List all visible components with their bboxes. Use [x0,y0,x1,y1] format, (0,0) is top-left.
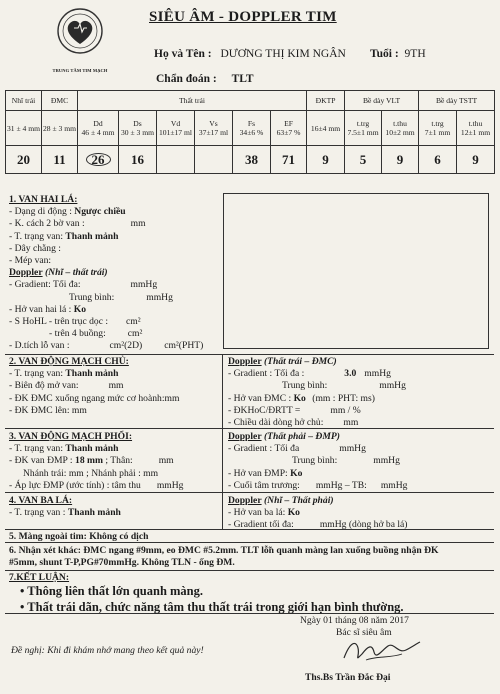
line-cuoi-tam: - Cuối tâm trương: mmHg – TB: mmHg [228,479,408,491]
hospital-logo [44,6,116,78]
line-trang-thai: - T. trạng van: Thanh mảnh [9,230,119,242]
value-cell: 9 [457,146,495,174]
value-cell: 71 [271,146,307,174]
ket-luan-label: 7.KẾT LUẬN: [9,572,70,583]
ref-cell: Fs 34±6 % [233,111,271,146]
measurement-table [5,90,495,174]
doctor-name: Ths.Bs Trần Đắc Đại [305,672,391,683]
line-tren-4-buong: - trên 4 buồng: cm² [49,328,143,340]
section-doppler-ba-la [228,495,407,532]
ref-cell: t.thu 10±2 mm [382,111,419,146]
section-van-hai-la [9,194,203,353]
logo-label: TRUNG TÂM TIM MẠCH [52,68,108,73]
line-gradient: - Gradient : Tối đa mmHg [228,443,366,455]
doppler-heading: Doppler (Thất trái – ĐMC) [228,356,337,367]
diagnosis-row [156,73,254,85]
doppler-heading: Doppler (Thất phải – ĐMP) [228,431,340,442]
ref-cell: t.trg 7.5±1 mm [345,111,382,146]
divider [5,492,494,493]
line-dk-len: - ĐK ĐMC lên: mm [9,404,87,416]
diagnosis-label: Chẩn đoán : [156,73,217,85]
line-chieu-dai: - Chiều dài dòng hở chủ: mm [228,417,359,429]
section-van-ba-la [9,495,121,519]
line-bien-do: - Biên độ mở van: mm [9,380,124,392]
line-nhanh: Nhánh trái: mm ; Nhánh phải : mm [23,467,159,479]
section-doppler-dmc [228,356,406,429]
value-cell [78,146,119,174]
value-cell: 16 [119,146,157,174]
ultrasound-image-box [223,193,489,349]
line-trung-binh: Trung bình: mmHg [69,291,173,303]
conclusion-line-1: • Thông liên thất lớn quanh màng. [20,584,204,598]
doppler-heading: Doppler (Nhĩ – thất trái) [9,267,108,279]
nhan-xet-line-1: 6. Nhận xét khác: ĐMC ngang #9mm, eo ĐMC #5.2mm. TLT lỗ̃n quanh màng lan xuống buồng nhận ĐK [9,545,439,556]
age-label: Tuổi : [370,48,399,60]
section-title: 3. VAN ĐỘNG MẠCH PHỔI: [9,431,133,442]
line-ho-van: - Hở van ĐMP: Ko [228,467,303,479]
patient-name-row [154,48,346,60]
ref-cell: 16±4 mm [307,111,345,146]
value-cell: 9 [307,146,345,174]
section-title: 4. VAN BA LÁ: [9,495,73,506]
header-be-day-tstt: Bề dày TSTT [419,91,495,111]
line-ho-van: - Hở van ĐMC : Ko (mm : PHT: ms) [228,392,375,404]
value-cell: 9 [382,146,419,174]
diagnosis-value: TLT [231,73,254,85]
ref-cell: Ds 30 ± 3 mm [119,111,157,146]
page-title: SIÊU ÂM - DOPPLER TIM [149,9,337,25]
circled-value: 26 [86,153,111,166]
line-trang-thai: - T. trạng van: Thanh mảnh [9,443,119,455]
ref-cell: Dd 46 ± 4 mm [78,111,119,146]
line-dang: - Dạng di động : Ngược chiều [9,206,126,218]
line-trung-binh: Trung bình: mmHg [292,455,400,467]
divider [222,354,223,529]
doctor-signature [336,632,426,670]
line-day-chang: - Dây chằng : [9,242,61,254]
line-ap-luc: - Áp lực ĐMP (ước tính) : tâm thu mmHg [9,479,184,491]
doppler-heading: Doppler (Nhĩ – Thất phải) [228,495,334,506]
line-kcach: - K. cách 2 bờ van : mm [9,218,146,230]
report-date: Ngày 01 tháng 08 năm 2017 [300,615,409,626]
doctor-role: Bác sĩ siêu âm [336,627,392,638]
value-cell: 38 [233,146,271,174]
value-cell: 11 [42,146,78,174]
section-title: 2. VAN ĐỘNG MẠCH CHỦ: [9,356,129,367]
line-trang-thai: - T. trạng van : Thanh mảnh [9,507,121,519]
line-gradient-ho: - Gradient tối đa: mmHg (dòng hở ba lá) [228,519,408,531]
section-van-dmp [9,431,183,492]
signature-icon [336,632,426,670]
value-cell [157,146,195,174]
line-dk-ngang: - ĐK ĐMC xuống ngang mức cơ hoành:mm [9,392,180,404]
section-van-dmc [9,356,179,417]
line-dkhoc: - ĐKHoC/ĐRTT = mm / % [228,404,361,416]
value-cell: 20 [6,146,42,174]
divider [5,570,494,571]
ref-cell: 28 ± 3 mm [42,111,78,146]
line-dk-van: - ĐK van ĐMP : 18 mm ; Thân: mm [9,455,174,467]
value-cell [195,146,233,174]
line-mep-van: - Mép van: [9,255,52,267]
header-nhi-trai: Nhĩ trái [6,91,42,111]
line-trang-thai: - T. trạng van: Thanh mảnh [9,368,119,380]
header-that-trai: Thất trái [78,91,307,111]
line-trung-binh: Trung bình: mmHg [282,380,406,392]
line-gradient: - Gradient : Tối đa : 3.0 mmHg [228,368,391,380]
header-be-day-vlt: Bề dày VLT [345,91,419,111]
line-ho-van: - Hở van hai lá : Ko [9,303,87,315]
ref-cell: EF 63±7 % [271,111,307,146]
section-nhan-xet [9,545,439,569]
section-doppler-dmp [228,431,407,492]
conclusion-line-2: • Thất trái dãn, chức năng tâm thu thất trái trong giới hạn bình thường. [20,600,404,614]
value-cell: 5 [345,146,382,174]
section-mang-ngoai-tim: 5. Màng ngoài tim: Không có dịch [9,531,149,542]
name-value: DƯƠNG THỊ KIM NGÂN [220,48,346,60]
value-cell: 6 [419,146,457,174]
heart-logo-icon [50,6,110,56]
footer-note: Đề nghị: Khi đi khám nhớ mang theo kết quả này! [11,645,204,656]
section-title: 1. VAN HAI LÁ: [9,194,78,205]
line-dtich: - D.tích lỗ van : cm²(2D) cm²(PHT) [9,340,204,352]
line-ho-van: - Hở van ba lá: Ko [228,507,300,519]
patient-age-row [370,48,426,60]
ref-cell: Vd 101±17 ml [157,111,195,146]
nhan-xet-line-2: #5mm, shunt T-P,PG#70mmHg. Không TLN - ống ĐM. [9,557,235,569]
header-dmc: ĐMC [42,91,78,111]
divider [5,354,494,355]
ref-cell: t.trg 7±1 mm [419,111,457,146]
ref-cell: 31 ± 4 mm [6,111,42,146]
line-gradient: - Gradient: Tối đa: mmHg [9,279,158,291]
age-value: 9TH [404,48,426,60]
name-label: Họ và Tên : [154,48,212,60]
line-shohl: - S HoHL - trên trục dọc : cm² [9,316,141,328]
header-dktp: ĐKTP [307,91,345,111]
ref-cell: Vs 37±17 ml [195,111,233,146]
ref-cell: t.thu 12±1 mm [457,111,495,146]
